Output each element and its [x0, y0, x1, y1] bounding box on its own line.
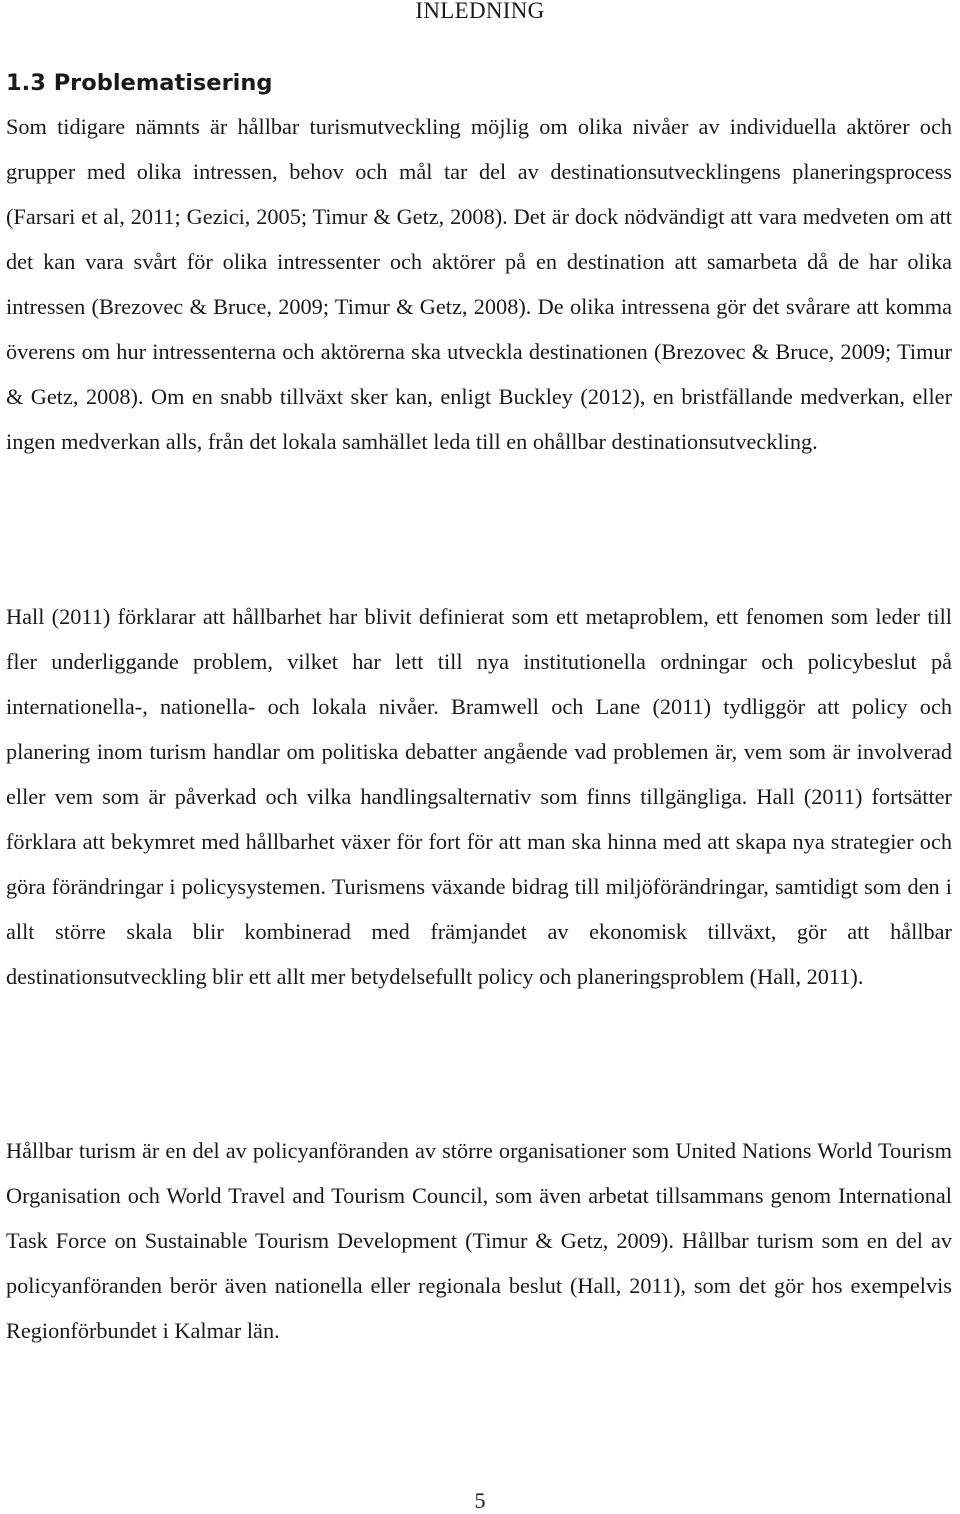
page-number: 5	[474, 1488, 486, 1513]
running-header: INLEDNING	[415, 0, 545, 23]
paragraph-hall-metaproblem: Hall (2011) förklarar att hållbarhet har blivit definierat som ett metaproblem, ett fenomen som leder till fler underliggande problem, vilket har lett till nya institutionella ordningar och policybeslut på internationella-, nationella- och lokala nivåer. Bramwell och Lane (2011) tydliggör att policy och planering inom turism handlar om politiska debatter angående vad problemen är, vem som är involverad eller vem som är påverkad och vilka handlingsalternativ som finns tillgängliga. Hall (2011) fortsätter förklara att bekymret med hållbarhet växer för fort för att man ska hinna med att skapa nya strategier och göra förändringar i policysystemen. Turismens växande bidrag till miljöförändringar, samtidigt som den i allt större skala blir kombinerad med främjandet av ekonomisk tillväxt, gör att hållbar destinationsutveckling blir ett allt mer betydelsefullt policy och planeringsproblem (Hall, 2011).	[6, 604, 952, 989]
paragraph-problem-intro: Som tidigare nämnts är hållbar turismutveckling möjlig om olika nivåer av individuella aktörer och grupper med olika intressen, behov och mål tar del av destinationsutvecklingens planeringsprocess (Farsari et al, 2011; Gezici, 2005; Timur & Getz, 2008). Det är dock nödvändigt att vara medveten om att det kan vara svårt för olika intressenter och aktörer på en destination att samarbeta då de har olika intressen (Brezovec & Bruce, 2009; Timur & Getz, 2008). De olika intressena gör det svårare att komma överens om hur intressenterna och aktörerna ska utveckla destinationen (Brezovec & Bruce, 2009; Timur & Getz, 2008). Om en snabb tillväxt sker kan, enligt Buckley (2012), en bristfällande medverkan, eller ingen medverkan alls, från det lokala samhället leda till en ohållbar destinationsutveckling.	[6, 114, 952, 454]
paragraph-sustainable-tourism-policy: Hållbar turism är en del av policyanföranden av större organisationer som United Nations World Tourism Organisation och World Travel and Tourism Council, som även arbetat tillsammans genom International Task Force on Sustainable Tourism Development (Timur & Getz, 2009). Hållbar turism som en del av policyanföranden berör även nationella eller regionala beslut (Hall, 2011), som det gör hos exempelvis Regionförbundet i Kalmar län.	[6, 1138, 952, 1343]
section-heading: 1.3 Problematisering	[6, 70, 273, 96]
